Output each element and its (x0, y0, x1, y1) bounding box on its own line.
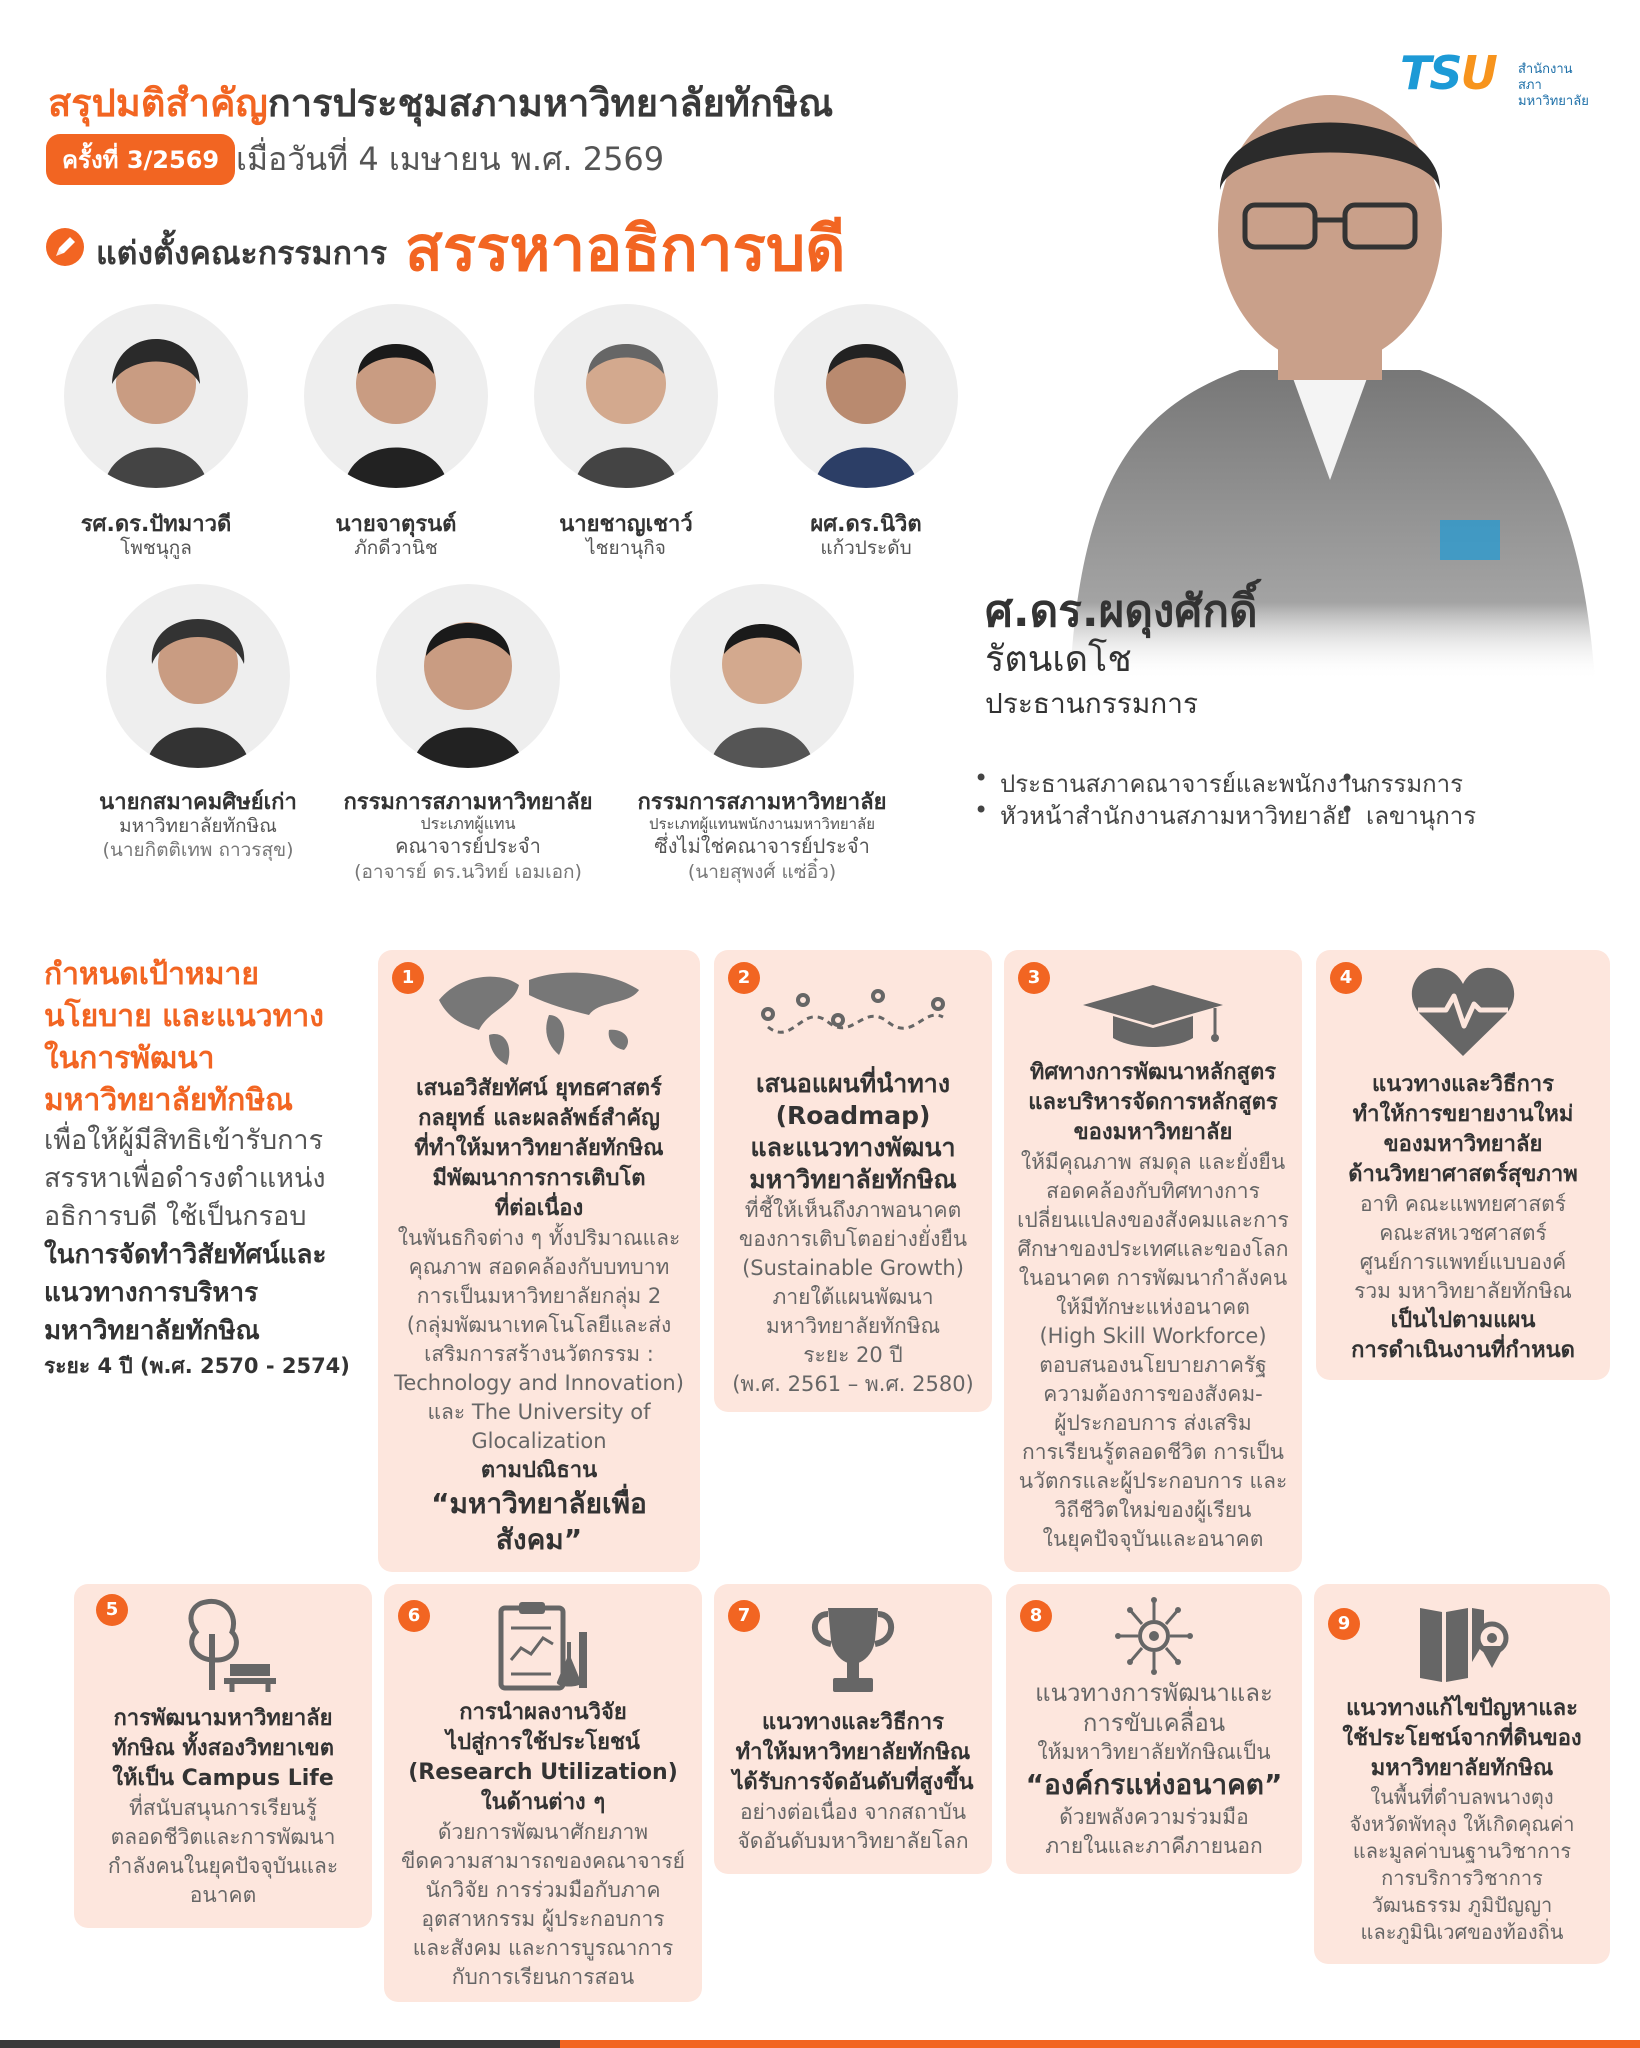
card-5 (74, 1584, 372, 1928)
goal-heading-1: กำหนดเป้าหมาย (44, 957, 259, 992)
extra-member-2 (1000, 796, 1350, 835)
logo-line-1: สำนักงาน (1518, 62, 1573, 77)
card-9-body-6: และภูมินิเวศของท้องถิ่น (1360, 1920, 1564, 1944)
goal-body-1: เพื่อให้ผู้มีสิทธิเข้ารับการ (44, 1125, 324, 1156)
member-1-surname: โพชนุกูล (120, 537, 192, 559)
card-3-body-6: ให้มีทักษะแห่งอนาคต (1056, 1295, 1250, 1319)
card-4-title-3: ของมหาวิทยาลัย (1383, 1132, 1543, 1157)
session-badge: ครั้งที่ 3/2569 (46, 134, 235, 185)
card-4-number: 4 (1330, 962, 1362, 994)
extra-member-1-title: ประธานสภาคณาจารย์และพนักงาน (1000, 770, 1368, 798)
card-1-title-1: เสนอวิสัยทัศน์ ยุทธศาสตร์ (416, 1076, 662, 1101)
card-2-title-4: มหาวิทยาลัยทักษิณ (749, 1165, 957, 1194)
card-5-title-2: ทักษิณ ทั้งสองวิทยาเขต (112, 1736, 334, 1761)
card-6-body-4: อุตสาหกรรม ผู้ประกอบการ (421, 1907, 665, 1931)
card-5-body-2: ตลอดชีวิตและการพัฒนา (110, 1825, 336, 1849)
extra-member-1-role: • กรรมการ (1366, 764, 1463, 803)
card-7-number: 7 (728, 1600, 760, 1632)
card-8-number: 8 (1020, 1600, 1052, 1632)
world-map-icon (419, 960, 659, 1070)
chair-role: ประธานกรรมการ (985, 687, 1199, 720)
card-3-body-1: ให้มีคุณภาพ สมดุล และยั่งยืน (1020, 1150, 1286, 1174)
land-map-pin-icon (1412, 1602, 1512, 1688)
member-1-photo (64, 304, 248, 488)
goal-body-2: สรรหาเพื่อดำรงตำแหน่ง (44, 1163, 326, 1194)
footer-bar (0, 2040, 1640, 2048)
card-1-body-5: เสริมการสร้างนวัตกรรม : (424, 1342, 654, 1366)
member-3-name: นายชาญเชาว์ (559, 512, 693, 537)
card-7-title-1: แนวทางและวิธีการ (762, 1710, 944, 1735)
roadmap-icon (753, 982, 953, 1052)
member-2-photo (304, 304, 488, 488)
card-8-pre-1: แนวทางการพัฒนาและ (1035, 1679, 1273, 1707)
chair-surname: รัตนเดโช (985, 639, 1132, 680)
card-5-number: 5 (96, 1594, 128, 1626)
card-6-title-3: (Research Utilization) (408, 1760, 678, 1785)
card-3-body-14: ในยุคปัจจุบันและอนาคต (1042, 1527, 1264, 1551)
card-1-body-1: ในพันธกิจต่าง ๆ ทั้งปริมาณและ (397, 1226, 681, 1250)
card-3-body-11: การเรียนรู้ตลอดชีวิต การเป็น (1022, 1440, 1284, 1464)
pencil-icon (46, 228, 84, 266)
member-6-sub-3: (อาจารย์ ดร.นวิทย์ เอมเอก) (354, 861, 582, 883)
member-1-name: รศ.ดร.ปัทมาวดี (80, 512, 232, 537)
card-5-title-3: ให้เป็น Campus Life (112, 1766, 334, 1791)
card-2-body-4: ภายใต้แผนพัฒนา (772, 1285, 934, 1309)
card-4 (1316, 950, 1610, 1380)
member-7-name: กรรมการสภามหาวิทยาลัย (637, 790, 887, 815)
card-8 (1006, 1584, 1302, 1874)
card-1-title-3: ที่ทำให้มหาวิทยาลัยทักษิณ (414, 1136, 664, 1161)
card-6-body-5: และสังคม และการบูรณาการ (412, 1936, 674, 1960)
card-1-body-7: และ The University of (427, 1400, 651, 1424)
card-6 (384, 1584, 702, 2002)
card-9-body-2: จังหวัดพัทลุง ให้เกิดคุณค่า (1349, 1812, 1575, 1836)
member-5-photo (106, 584, 290, 768)
goal-body-3: อธิการบดี ใช้เป็นกรอบ (44, 1201, 307, 1232)
card-2-number: 2 (728, 962, 760, 994)
card-1-title-5: ที่ต่อเนื่อง (494, 1196, 584, 1221)
member-4-surname: แก้วประดับ (820, 537, 912, 559)
card-7-body-1: อย่างต่อเนื่อง จากสถาบัน (739, 1800, 967, 1824)
card-6-body-6: กับการเรียนการสอน (451, 1965, 635, 1989)
card-3-body-2: สอดคล้องกับทิศทางการ (1046, 1179, 1260, 1203)
card-9-body-3: และมูลค่าบนฐานวิชาการ (1352, 1839, 1572, 1863)
card-1-quote: “มหาวิทยาลัยเพื่อสังคม” (431, 1487, 647, 1556)
card-1-body-4: (กลุ่มพัฒนาเทคโนโลยีและส่ง (406, 1313, 672, 1337)
goal-block (44, 954, 364, 1382)
card-8-pre-3: ให้มหาวิทยาลัยทักษิณเป็น (1037, 1740, 1271, 1764)
card-2-title-2: (Roadmap) (775, 1101, 931, 1130)
card-4-body-1: อาทิ คณะแพทยศาสตร์ (1359, 1192, 1567, 1216)
card-4-title2-1: เป็นไปตามแผน (1390, 1308, 1536, 1333)
card-3-number: 3 (1018, 962, 1050, 994)
card-2-body-3: (Sustainable Growth) (742, 1256, 964, 1280)
member-7-sub-2: ซึ่งไม่ใช่คณาจารย์ประจำ (654, 834, 870, 858)
heart-pulse-icon (1408, 964, 1518, 1060)
card-9-body-1: ในพื้นที่ตำบลพนางตุง (1370, 1785, 1554, 1809)
member-6-name: กรรมการสภามหาวิทยาลัย (343, 790, 593, 815)
member-6-photo (376, 584, 560, 768)
card-1-title-2: กลยุทธ์ และผลลัพธ์สำคัญ (418, 1106, 660, 1131)
card-2-body-2: ของการเติบโตอย่างยั่งยืน (738, 1227, 968, 1251)
card-4-body-3: ศูนย์การแพทย์แบบองค์ (1359, 1250, 1567, 1274)
card-6-body-3: นักวิจัย การร่วมมือกับภาค (425, 1878, 661, 1902)
subtitle-prefix: แต่งตั้งคณะกรรมการ (96, 234, 388, 272)
session-date: เมื่อวันที่ 4 เมษายน พ.ศ. 2569 (236, 140, 665, 178)
card-9-body-5: วัฒนธรรม ภูมิปัญญา (1371, 1893, 1553, 1917)
goal-bold-3: มหาวิทยาลัยทักษิณ (44, 1316, 260, 1346)
card-4-title2-2: การดำเนินงานที่กำหนด (1351, 1338, 1575, 1363)
card-3-title-2: และบริหารจัดการหลักสูตร (1028, 1090, 1278, 1115)
extra-member-2-role: • เลขานุการ (1366, 796, 1476, 835)
card-5-body-3: กำลังคนในยุคปัจจุบันและ (107, 1854, 339, 1878)
card-1-body-8: Glocalization (471, 1429, 607, 1453)
card-6-number: 6 (398, 1600, 430, 1632)
card-3-body-4: ศึกษาของประเทศและของโลก (1017, 1237, 1289, 1261)
goal-heading-3: ในการพัฒนา (44, 1041, 215, 1076)
card-7-title-3: ได้รับการจัดอันดับที่สูงขึ้น (732, 1770, 974, 1795)
innovation-chip-icon (1112, 1596, 1196, 1676)
card-8-pre-2: การขับเคลื่อน (1082, 1709, 1226, 1737)
card-1-title-4: มีพัฒนาการการเติบโต (432, 1166, 646, 1191)
card-5-body-4: อนาคต (189, 1883, 257, 1907)
card-9-title-3: มหาวิทยาลัยทักษิณ (1370, 1756, 1554, 1781)
logo-mark: TSU (1400, 46, 1496, 100)
card-2 (714, 950, 992, 1412)
member-2-name: นายจาตุรนต์ (335, 512, 457, 537)
goal-heading-2: นโยบาย และแนวทาง (44, 999, 324, 1034)
member-5-sub-1: มหาวิทยาลัยทักษิณ (119, 815, 277, 837)
tree-bench-icon (168, 1594, 278, 1694)
member-3-photo (534, 304, 718, 488)
subtitle-main: สรรหาอธิการบดี (405, 212, 846, 285)
card-3-title-3: ของมหาวิทยาลัย (1073, 1120, 1233, 1145)
card-3-body-3: เปลี่ยนแปลงของสังคมและการ (1017, 1208, 1289, 1232)
card-1-body-6: Technology and Innovation) (394, 1371, 684, 1395)
card-6-title-2: ไปสู่การใช้ประโยชน์ (446, 1730, 640, 1755)
card-2-title-3: และแนวทางพัฒนา (750, 1133, 956, 1162)
graduation-cap-icon (1073, 980, 1233, 1050)
research-clipboard-icon (493, 1598, 593, 1694)
card-6-body-2: ขีดความสามารถของคณาจารย์ (401, 1849, 685, 1873)
card-3-body-10: ผู้ประกอบการ ส่งเสริม (1054, 1411, 1252, 1435)
card-4-body-4: รวม มหาวิทยาลัยทักษิณ (1354, 1279, 1572, 1303)
card-2-title-1: เสนอแผนที่นำทาง (755, 1069, 951, 1098)
card-1-body-3: การเป็นมหาวิทยาลัยกลุ่ม 2 (416, 1284, 662, 1308)
member-5-name: นายกสมาคมศิษย์เก่า (99, 790, 297, 815)
member-4-photo (774, 304, 958, 488)
card-2-body-6: ระยะ 20 ปี (803, 1343, 903, 1367)
card-8-body-2: ภายในและภาคีภายนอก (1045, 1834, 1263, 1858)
card-5-title-1: การพัฒนามหาวิทยาลัย (113, 1706, 333, 1731)
card-3-body-5: ในอนาคต การพัฒนากำลังคน (1018, 1266, 1288, 1290)
member-2-surname: ภักดีวานิช (354, 537, 438, 559)
logo-line-2: สภามหาวิทยาลัย (1518, 78, 1589, 109)
card-4-body-2: คณะสหเวชศาสตร์ (1379, 1221, 1547, 1245)
card-6-title-1: การนำผลงานวิจัย (459, 1700, 627, 1725)
title-rest: การประชุมสภามหาวิทยาลัยทักษิณ (267, 81, 834, 125)
member-6-sub-2: คณาจารย์ประจำ (395, 834, 541, 858)
card-2-body-1: ที่ชี้ให้เห็นถึงภาพอนาคต (744, 1198, 962, 1222)
card-3-body-7: (High Skill Workforce) (1039, 1324, 1267, 1348)
member-5-sub-2: (นายกิตติเทพ ถาวรสุข) (102, 839, 294, 861)
card-4-title-1: แนวทางและวิธีการ (1372, 1072, 1554, 1097)
card-1-body-2: คุณภาพ สอดคล้องกับบทบาท (408, 1255, 670, 1279)
card-9 (1314, 1584, 1610, 1964)
card-7-body-2: จัดอันดับมหาวิทยาลัยโลก (737, 1829, 969, 1853)
member-3-surname: ไชยานุกิจ (586, 537, 666, 559)
card-8-body-1: ด้วยพลังความร่วมมือ (1059, 1805, 1249, 1829)
card-7 (714, 1584, 992, 1874)
member-7-sub-3: (นายสุพงศ์ แซ่อิ๋ว) (687, 861, 837, 883)
card-7-title-2: ทำให้มหาวิทยาลัยทักษิณ (735, 1740, 971, 1765)
card-6-title-4: ในด้านต่าง ๆ (480, 1790, 606, 1815)
card-2-body-5: มหาวิทยาลัยทักษิณ (765, 1314, 941, 1338)
goal-bold-2: แนวทางการบริหาร (44, 1278, 259, 1308)
goal-period: ระยะ 4 ปี (พ.ศ. 2570 - 2574) (44, 1354, 350, 1378)
goal-heading-4: มหาวิทยาลัยทักษิณ (44, 1083, 293, 1118)
card-1-number: 1 (392, 962, 424, 994)
card-4-title-2: ทำให้การขยายงานใหม่ (1352, 1102, 1574, 1127)
card-3-body-12: นวัตกรและผู้ประกอบการ และ (1018, 1469, 1288, 1493)
member-7-photo (670, 584, 854, 768)
card-6-body-1: ด้วยการพัฒนาศักยภาพ (437, 1820, 649, 1844)
page-title (48, 72, 833, 133)
card-1 (378, 950, 700, 1572)
card-3-body-9: ความต้องการของสังคม- (1043, 1382, 1263, 1406)
card-2-body-7: (พ.ศ. 2561 – พ.ศ. 2580) (732, 1372, 974, 1396)
card-3-body-8: ตอบสนองนโยบายภาครัฐ (1039, 1353, 1267, 1377)
member-7-sub-1: ประเภทผู้แทนพนักงานมหาวิทยาลัย (648, 815, 876, 833)
card-9-number: 9 (1328, 1608, 1360, 1640)
card-4-title-4: ด้านวิทยาศาสตร์สุขภาพ (1348, 1162, 1578, 1187)
card-8-quote: “องค์กรแห่งอนาคต” (1025, 1768, 1283, 1801)
chair-name: ศ.ดร.ผดุงศักดิ์ (985, 586, 1258, 637)
card-3-body-13: วิถีชีวิตใหม่ของผู้เรียน (1054, 1498, 1252, 1522)
card-9-body-4: การบริการวิชาการ (1381, 1866, 1543, 1890)
card-5-body-1: ที่สนับสนุนการเรียนรู้ (128, 1796, 318, 1820)
title-highlight: สรุปมติสำคัญ (48, 81, 268, 125)
card-3 (1004, 950, 1302, 1572)
card-9-title-2: ใช้ประโยชน์จากที่ดินของ (1342, 1726, 1582, 1751)
card-3-title-1: ทิศทางการพัฒนาหลักสูตร (1029, 1060, 1277, 1085)
extra-member-2-title: หัวหน้าสำนักงานสภามหาวิทยาลัย (1000, 802, 1351, 830)
card-9-title-1: แนวทางแก้ไขปัญหาและ (1346, 1696, 1578, 1721)
member-6-sub-1: ประเภทผู้แทน (420, 814, 516, 833)
card-1-tail: ตามปณิธาน (480, 1458, 598, 1483)
goal-bold-1: ในการจัดทำวิสัยทัศน์และ (44, 1240, 327, 1270)
trophy-icon (803, 1600, 903, 1700)
member-4-name: ผศ.ดร.นิวิต (810, 512, 922, 537)
